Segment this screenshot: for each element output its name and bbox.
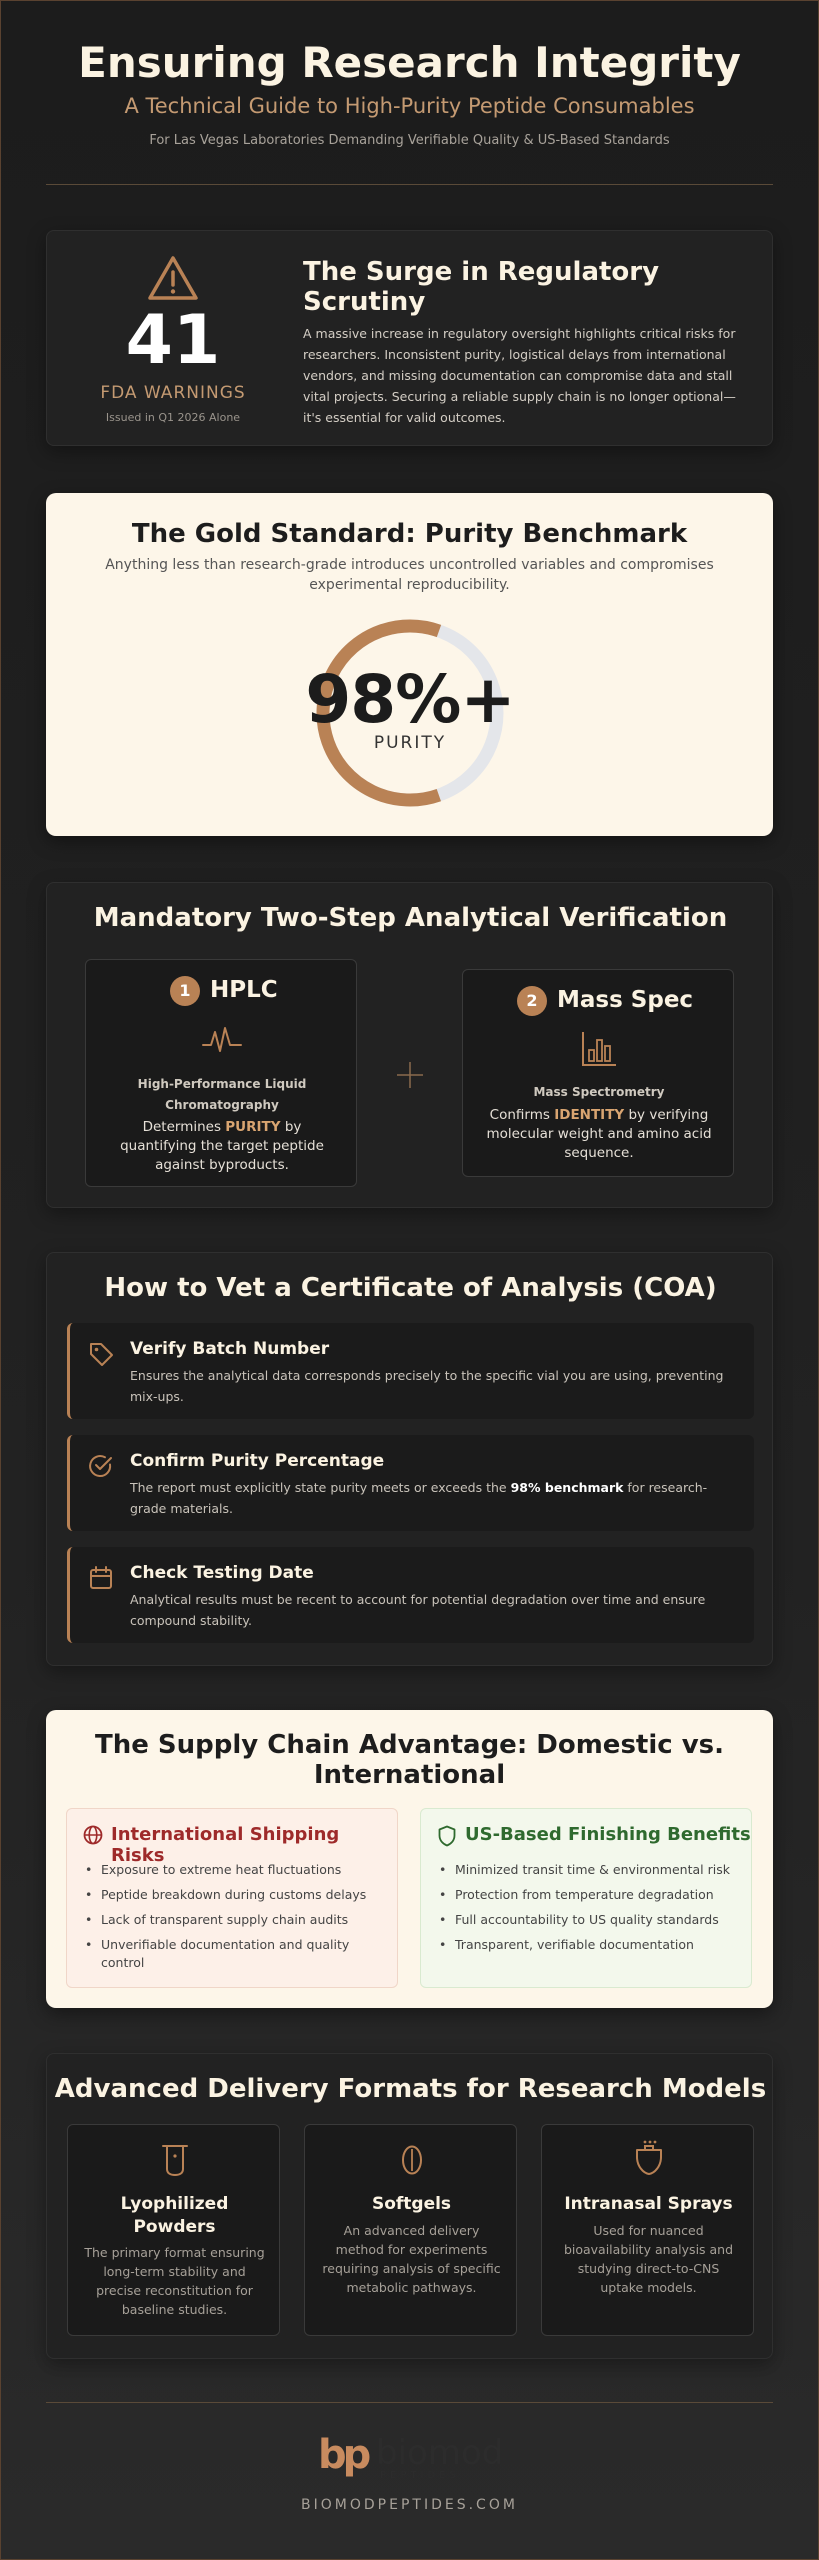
step-description-keyword: IDENTITY [554, 1107, 625, 1123]
format-lyophilized [67, 2124, 280, 2336]
format-description: An advanced delivery method for experiments requiring analysis of specific metabolic pathways. [322, 2223, 501, 2295]
coa-item-body [130, 1477, 740, 1519]
coa-item-body-keyword: 98% benchmark [510, 1480, 624, 1495]
scrutiny-card [46, 230, 773, 446]
coa-item-body-text: for research-grade materials. [130, 1480, 708, 1516]
logo-mark: bp [318, 2432, 368, 2478]
coa-card [46, 1252, 773, 1666]
coa-item-purity [67, 1435, 754, 1531]
step-number-badge: 2 [517, 986, 547, 1016]
step-description-text: Confirms [489, 1107, 555, 1123]
plus-icon [396, 1061, 424, 1089]
bar-chart-icon [580, 1030, 618, 1068]
warning-triangle-icon [147, 255, 199, 301]
step-description-text: by verifying molecular weight and amino acid sequence. [486, 1107, 712, 1161]
step-mass-spec [462, 969, 734, 1177]
list-item: • Full accountability to US quality standards [437, 1911, 737, 1929]
logo-subtext: PEPTIDES [380, 2470, 460, 2481]
capsule-icon [399, 2143, 425, 2177]
purity-subtitle: Anything less than research-grade introduces uncontrolled variables and compromises experimental reproducibility. [105, 557, 714, 593]
format-description: The primary format ensuring long-term stability and precise reconstitution for baseline studies. [84, 2245, 265, 2317]
list-item: • Lack of transparent supply chain audits [83, 1911, 383, 1929]
step-hplc [85, 959, 357, 1187]
website-link[interactable]: BIOMODPEPTIDES.COM [301, 2497, 518, 2513]
list-item: • Peptide breakdown during customs delays [83, 1886, 383, 1904]
step-number-badge: 1 [170, 976, 200, 1006]
warning-count-note: Issued in Q1 2026 Alone [105, 411, 241, 424]
header-divider [46, 184, 773, 185]
coa-item-body: Analytical results must be recent to account for potential degradation over time and ensure compound stability. [130, 1592, 706, 1628]
coa-item-date [67, 1547, 754, 1643]
format-sprays [541, 2124, 754, 2336]
coa-item-title: Verify Batch Number [130, 1339, 330, 1359]
step-full-name: Mass Spectrometry [533, 1085, 665, 1099]
formats-title: Advanced Delivery Formats for Research Models [54, 2074, 767, 2104]
step-description-text: by quantifying the target peptide against byproducts. [120, 1119, 324, 1173]
brand-logo [318, 2432, 508, 2488]
supply-title: The Supply Chain Advantage: Domestic vs. International [94, 1730, 725, 1790]
footer-divider [46, 2402, 773, 2403]
scrutiny-body: A massive increase in regulatory oversight highlights critical risks for researchers. Inconsistent purity, logistical delays from international vendors, and missing documentation can compromise data and stall vital projects. Securing a reliable supply chain is no longer optional—it's essential for valid outcomes. [303, 326, 736, 425]
logo-name: biomod [376, 2433, 504, 2473]
list-item: • Transparent, verifiable documentation [437, 1936, 737, 1954]
globe-icon [83, 1825, 103, 1845]
format-name: Lyophilized Powders [120, 2194, 229, 2237]
warning-count: 41 [125, 301, 221, 380]
scrutiny-title: The Surge in Regulatory Scrutiny [303, 257, 660, 317]
step-name: Mass Spec [557, 987, 694, 1013]
risks-list [83, 1861, 383, 1979]
step-description-text: Determines [142, 1119, 226, 1135]
tag-icon [88, 1341, 114, 1367]
coa-item-body: Ensures the analytical data corresponds precisely to the specific vial you are using, preventing mix-ups. [130, 1368, 724, 1404]
spray-icon [634, 2139, 664, 2177]
verification-card [46, 882, 773, 1208]
calendar-icon [88, 1565, 114, 1591]
shield-icon [437, 1825, 457, 1847]
step-full-name: High-Performance Liquid Chromatography [137, 1077, 307, 1112]
page-tagline: For Las Vegas Laboratories Demanding Verifiable Quality & US-Based Standards [149, 133, 670, 148]
list-item: • Protection from temperature degradation [437, 1886, 737, 1904]
list-item: • Exposure to extreme heat fluctuations [83, 1861, 383, 1879]
check-circle-icon [88, 1453, 114, 1479]
coa-item-title: Confirm Purity Percentage [130, 1451, 385, 1471]
format-name: Softgels [371, 2194, 452, 2214]
page-subtitle: A Technical Guide to High-Purity Peptide Consumables [124, 94, 695, 118]
step-description [112, 1118, 332, 1175]
coa-item-batch [67, 1323, 754, 1419]
verification-title: Mandatory Two-Step Analytical Verification [93, 903, 728, 933]
format-description: Used for nuanced bioavailability analysis and studying direct-to-CNS uptake models. [563, 2223, 734, 2295]
benefits-title: US-Based Finishing Benefits [465, 1824, 751, 1845]
formats-card [46, 2053, 773, 2359]
purity-title: The Gold Standard: Purity Benchmark [131, 519, 688, 549]
coa-title: How to Vet a Certificate of Analysis (COA) [104, 1273, 717, 1303]
warning-count-label: FDA WARNINGS [100, 383, 246, 403]
step-description [481, 1106, 717, 1163]
list-item: • Minimized transit time & environmental risk [437, 1861, 737, 1879]
purity-value: 98%+ [305, 661, 515, 738]
format-name: Intranasal Sprays [564, 2194, 733, 2214]
coa-item-title: Check Testing Date [130, 1563, 314, 1583]
benefits-panel [420, 1808, 752, 1988]
risks-title: International Shipping Risks [111, 1824, 340, 1866]
list-item: • Unverifiable documentation and quality control [83, 1936, 383, 1972]
waveform-icon [202, 1025, 242, 1055]
format-softgels [304, 2124, 517, 2336]
coa-item-body-text: The report must explicitly state purity meets or exceeds the [130, 1480, 511, 1495]
step-description-keyword: PURITY [225, 1119, 281, 1135]
purity-card [46, 493, 773, 836]
vial-icon [160, 2143, 190, 2177]
risks-panel [66, 1808, 398, 1988]
page-title: Ensuring Research Integrity [78, 38, 741, 87]
purity-label: PURITY [373, 733, 447, 753]
step-name: HPLC [210, 977, 278, 1003]
benefits-list [437, 1861, 737, 1961]
supply-card [46, 1710, 773, 2008]
